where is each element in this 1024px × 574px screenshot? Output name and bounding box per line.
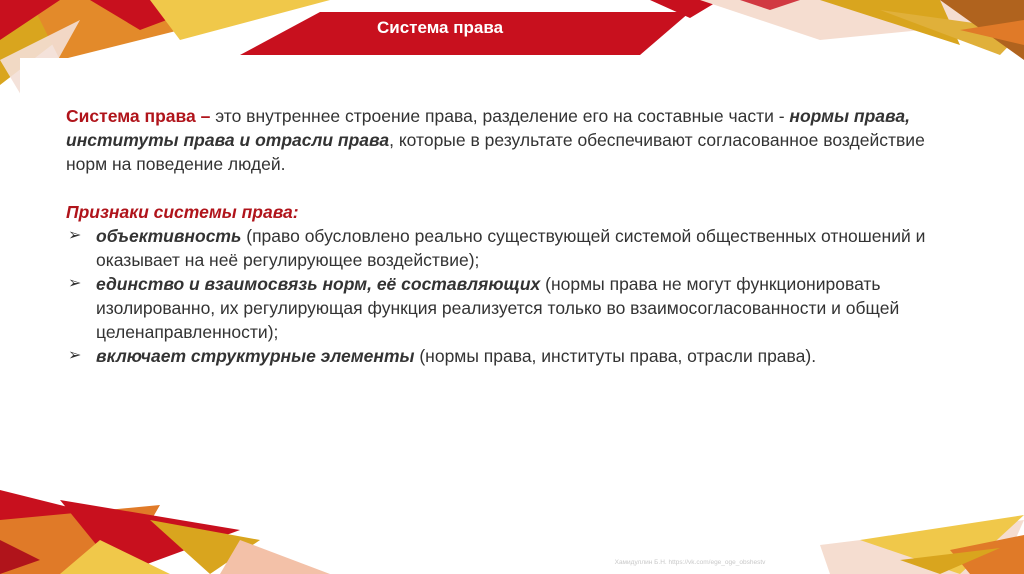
arrow-bullet-icon: ➢ (68, 347, 82, 364)
definition-text-1: это внутреннее строение права, разделение его на составные части - (210, 106, 790, 126)
signs-list (66, 224, 966, 368)
list-item (66, 344, 966, 368)
definition-term: Система права – (66, 106, 211, 126)
arrow-bullet-icon: ➢ (68, 275, 82, 292)
definition-text-2: , которые в результате обеспечивают согласованное воздействие норм на поведение людей. (66, 130, 925, 174)
slide-title: Система права (376, 18, 504, 37)
sign-title: включает структурные элементы (96, 346, 415, 366)
definition-paragraph (66, 104, 966, 176)
definition-emphasis: нормы права, институты права и отрасли права (66, 106, 910, 150)
sign-title: объективность (96, 226, 242, 246)
arrow-bullet-icon: ➢ (68, 227, 82, 244)
sign-description: (право обусловлено реально существующей системой общественных отношений и оказывает на неё регулирующее воздействие); (96, 226, 926, 270)
sign-description: (нормы права, институты права, отрасли права). (414, 346, 817, 366)
sign-description: (нормы права не могут функционировать изолированно, их регулирующая функция реализуется только во взаимосогласованности и общей целенаправленности); (96, 274, 900, 342)
sign-title: единство и взаимосвязь норм, её составляющих (96, 274, 541, 294)
list-item (66, 224, 966, 272)
slide-content (66, 104, 966, 368)
signs-heading: Признаки системы права: (66, 202, 299, 222)
footer-credit: Хамидуллин Б.Н. https://vk.com/ege_oge_obshestv (614, 559, 766, 566)
list-item (66, 272, 966, 344)
